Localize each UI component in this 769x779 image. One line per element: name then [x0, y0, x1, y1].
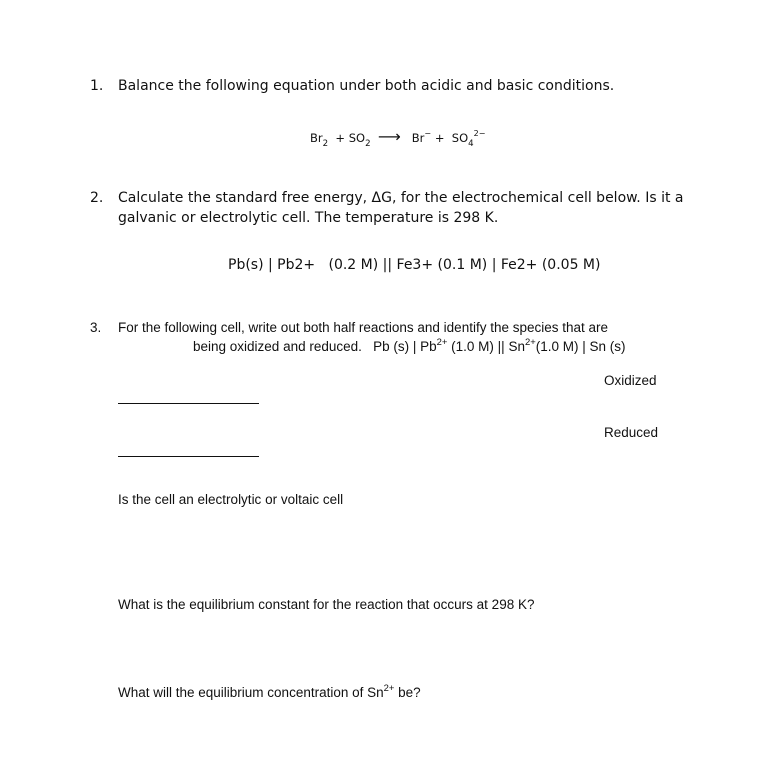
oxidized-label: Oxidized	[604, 373, 657, 388]
reduced-answer-line	[118, 456, 259, 457]
arrow-icon: ⟶	[377, 127, 401, 146]
equilibrium-question: What is the equilibrium constant for the reaction that occurs at 298 K?	[118, 597, 535, 612]
q2-cell: Pb(s) | Pb2+ (0.2 M) || Fe3+ (0.1 M) | Fe2+ (0.05 M)	[228, 257, 601, 273]
q3-number: 3.	[90, 320, 102, 335]
q2-number: 2.	[90, 190, 104, 206]
q2-line1: Calculate the standard free energy, ΔG, for the electrochemical cell below. Is it a	[118, 190, 684, 206]
q1-number: 1.	[90, 78, 104, 94]
q1-text: Balance the following equation under both acidic and basic conditions.	[118, 78, 615, 94]
reduced-label: Reduced	[604, 425, 659, 440]
oxidized-answer-line	[118, 403, 259, 404]
cell-type-question: Is the cell an electrolytic or voltaic cell	[118, 492, 344, 507]
q3-line1: For the following cell, write out both half reactions and identify the species that are	[118, 320, 609, 335]
concentration-question: What will the equilibrium concentration of $Sn^{2+}$ be?	[118, 683, 421, 700]
q2-line2: galvanic or electrolytic cell. The temperature is 298 K.	[118, 210, 499, 226]
q1-equation: $Br_2 + SO_2$ ⟶ $Br^- + SO_4^{2-}$	[310, 127, 486, 149]
q3-line2: being oxidized and reduced. Pb (s) | $Pb^{2+}$ (1.0 M) || $Sn^{2+}(1.0$ M) | Sn (s)	[193, 337, 626, 354]
